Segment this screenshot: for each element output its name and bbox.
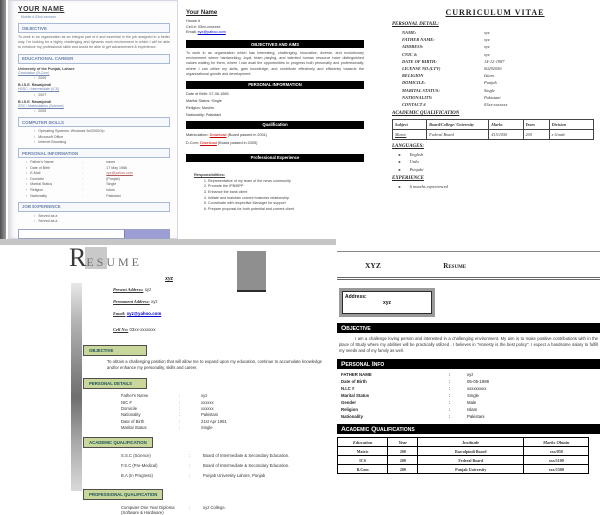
square-bullet-icon: ▪ [26, 176, 28, 181]
table-header-row: Education Year Institude Marks Obtain [338, 438, 589, 447]
education-entry [18, 83, 170, 97]
personal-row: Marital Status : Single [121, 425, 213, 431]
qualifications-table [337, 437, 589, 474]
personal-row: ▪ Domicile : (Punjab) [26, 176, 120, 181]
header-band [337, 251, 600, 280]
candidate-name: Your Name [186, 10, 218, 16]
page-edge-shadow [0, 0, 6, 243]
resume-thumbnail-3 [392, 8, 598, 238]
personal-row: ▪ Religion : Islam [26, 188, 115, 192]
arrow-bullet-icon: ► [398, 160, 402, 165]
footer-field[interactable] [18, 229, 170, 239]
responsibility-item: 6. Prepare proposal for both potential and current client [208, 207, 364, 213]
objective-text: To work in an organization as an integral part of it and essential in the job assigned in a better way. I'm looking for a highly challenging and dynamic work environment in which I will be able to enhance my professional skills and would be able to get advancement & experience. [18, 35, 170, 49]
arrow-bullet-icon: ► [398, 152, 402, 157]
contact-line: Cell No: 03xx-xxxxxxx [113, 327, 156, 332]
square-bullet-icon: ▪ [34, 76, 36, 81]
personal-row: Marital Status : Single [341, 393, 479, 399]
section-header-academic: ACADEMIC QUALIFICATION [83, 437, 153, 448]
address-value: xyz [382, 300, 392, 306]
resume-thumbnail-2 [186, 10, 364, 238]
language-item: ► English [398, 151, 423, 157]
cv-row: CONTACT # 03xx-xxxxxxx [402, 101, 508, 107]
education-entry [18, 100, 170, 114]
resume-thumbnail-4 [65, 243, 330, 515]
section-bar-objective: Objective [337, 323, 600, 333]
section-header-professional: PROFESSIONAL QUALIFICATION [83, 489, 163, 500]
document-title: Resume [443, 262, 467, 270]
section-bar-personal: Personal Info [337, 359, 600, 369]
section-header-education: EDUCATIONAL CAREER [18, 54, 170, 64]
personal-row: FATHER NAME : xyz [341, 372, 474, 378]
title-rest: ESUME [86, 255, 143, 269]
personal-row: Date of Birth : 05-05-1988 [341, 379, 489, 385]
email-link[interactable]: xyz@yahoo.com [106, 171, 133, 176]
table-row: B.Com 200 Punjab University xxx/1500 [338, 465, 589, 474]
objective-text: I am a challenge loving person and interested in a challenging environment. My aim is to make positive contributions with in the place of Study where my abilities will be practically utilized . I believes in "Honesty is the best policy". I expect a handsome salary to fulfill my needs and of my family as well. [339, 336, 598, 354]
section-bar-qualification: Qualification [186, 121, 364, 129]
education-year: ▪ 2009 [34, 76, 47, 81]
section-header-personal: PERSONAL INFORMATION [18, 148, 170, 158]
education-org: University of the Punjab, Lahore [18, 66, 75, 71]
contact-line: Email: xyz@yahoo.com [113, 311, 162, 316]
professional-row: Computer One Year Diploma (Software & Hardware) : xyz College. [121, 505, 226, 515]
personal-row: Nationality : Pakistani [341, 414, 485, 420]
responsibility-item: 1. Representative of my team of the news community [208, 179, 364, 185]
personal-row: ▪ Father's Name : name [26, 160, 116, 165]
skill-item: ▪ Operating Systems: Windows 9x/2000/Xp [34, 129, 105, 134]
education-entry [18, 67, 170, 81]
square-bullet-icon: ▪ [26, 193, 28, 198]
academic-row: F.S.C (Pre-Medical) : Board of Intermediate & Secondary Education. [121, 463, 290, 469]
job-item: ▪ Served as a [34, 219, 58, 224]
education-org: B.I.S.E. Rawalpindi [18, 99, 52, 104]
square-bullet-icon: ▪ [34, 219, 36, 224]
cv-row: NATIONALITY: Pakistani [402, 94, 501, 100]
table-row: Matric 200 Rawalpindi Board xxx/850 [338, 447, 589, 456]
personal-line: Nationality: Pakistani [186, 112, 222, 117]
candidate-name: YOUR NAME [18, 6, 65, 13]
personal-row: ▪ Marital Status : Single [26, 182, 117, 187]
responsibilities-label: Responsibilities: [194, 171, 226, 177]
candidate-name: xyz [165, 276, 173, 282]
academic-row: S.S.C (Science) : Board of Intermediate & Secondary Education. [121, 453, 290, 459]
cell-line: Cell #: 03xx-xxxxxxx [186, 24, 221, 29]
square-bullet-icon: ▪ [26, 182, 28, 187]
download-link[interactable]: Download [209, 132, 227, 137]
square-bullet-icon: ▪ [34, 129, 36, 134]
section-header-job: JOB EXPERIENCE [18, 202, 170, 212]
arrow-bullet-icon: ► [398, 167, 402, 172]
square-bullet-icon: ▪ [34, 109, 36, 114]
cv-row: FATHER NAME: xyz [402, 37, 490, 43]
personal-row: Nationality : Pakistani [121, 412, 218, 418]
resume-thumbnail-5 [337, 245, 600, 500]
qualification-line: D.Com: Download (Board passed in 2005) [186, 140, 258, 145]
cv-title: CURRICULUM VITAE [445, 8, 545, 17]
skill-item: ▪ Internet Browsing [34, 140, 67, 145]
address-box [339, 288, 435, 317]
section-header-experience: EXPERIENCE [392, 175, 424, 181]
objective-text: To work in an organization which has interesting, challenging, innovative, diverse, and evolutionary environment where hardworking, loyal, team playing, and talented human resource have distinguished values waiting for them, where I can avail the opportunities to progress both personally and professionally, where I can utilize my skills, gain knowledge, and contribute effectively and efficiently towards the organizational growth and development. [186, 51, 364, 76]
square-bullet-icon: ▪ [26, 171, 28, 176]
personal-line: Religion: Muslim [186, 105, 214, 110]
footer-button[interactable] [124, 230, 169, 238]
personal-row: Father's Name : xyz [121, 393, 208, 399]
square-bullet-icon: ▪ [26, 188, 28, 192]
candidate-name: XYZ [365, 261, 381, 270]
section-bar-academic: Academic Qualifications [337, 424, 600, 434]
personal-row: Gender : Male [341, 400, 477, 406]
section-header-academic: ACADEMIC QUALIFICATION [392, 110, 460, 116]
personal-row: N.I.C # : xxxxxxxxx [341, 386, 487, 392]
section-header-personal: PERSONAL DETAILS [83, 378, 147, 389]
academic-table [392, 119, 594, 140]
section-header-skills: COMPUTER SKILLS [18, 117, 170, 127]
personal-row: Date of Birth : 21st Apr 1991 [121, 418, 227, 424]
cv-row: MARITAL STATUS: Single [402, 87, 495, 93]
personal-row: Domicile : xxxxxx [121, 405, 214, 411]
language-item: ► Urdu [398, 159, 419, 165]
arrow-bullet-icon: ► [398, 184, 402, 189]
title-drop-cap: R [69, 243, 87, 272]
education-degree[interactable]: SSC / Matriculation (Science) [18, 103, 64, 108]
section-header-languages: LANGUAGES: [392, 143, 424, 149]
section-header-objective: OBJECTIVE [83, 345, 147, 356]
resume-thumbnail-1 [8, 0, 178, 239]
personal-line: Marital Status: Single [186, 98, 222, 103]
responsibilities-list [208, 179, 364, 212]
job-item: ▪ Served as a [34, 213, 58, 218]
download-link[interactable]: Download [199, 140, 217, 145]
table-row: Matric Federal Board 415/1050 200 x Grade [393, 129, 594, 139]
responsibility-item: 5. Coordinate with respective Manager for support [208, 201, 364, 207]
education-org: B.I.S.E. Rawalpindi [18, 83, 52, 88]
personal-row: ▪ Date of Birth : 17 May 1986 [26, 165, 127, 170]
skill-item: ▪ Microsoft Office [34, 134, 64, 139]
section-bar-objective: OBJECTIVES AND AIMS [186, 40, 364, 48]
personal-row: ▪ Nationality : Pakistani [26, 193, 121, 198]
table-header-row: Subject Board/College/ University Marks Years Division [393, 119, 594, 129]
square-bullet-icon: ▪ [34, 92, 36, 97]
square-bullet-icon: ▪ [26, 160, 28, 165]
cv-row: ADDRESS: xyz [402, 44, 490, 50]
personal-row: ▪ E-Mail : xyz@yahoo.com [26, 171, 133, 176]
personal-line: Date of Birth: 07-06-1985 [186, 91, 229, 96]
square-bullet-icon: ▪ [26, 165, 28, 170]
personal-row: Religion : Islam [341, 407, 478, 413]
table-row: ICS 200 Federal Board xxx/1100 [338, 456, 589, 465]
email-link[interactable]: xyz@yahoo.com [126, 311, 162, 316]
cv-row: CNIC #: xyz [402, 51, 490, 57]
contact-line: Present Address: xyz [113, 287, 152, 292]
email-link[interactable]: xyz@yahoo.com [197, 30, 226, 35]
square-bullet-icon: ▪ [34, 134, 36, 139]
education-year: ▪ 2007 [34, 92, 47, 97]
cv-row: DATE OF BIRTH: 14-12-1987 [402, 58, 505, 64]
contact-line: Mobile # 03xx-xxxxxxx [21, 15, 57, 19]
cv-row: RELIGION Islam [402, 73, 494, 79]
responsibility-item: 4. Initiate and maintain current business relationship [208, 196, 364, 202]
contact-line: Permanent Address: xyz [113, 299, 158, 304]
personal-row: NIC # : xxxxxx [121, 399, 214, 405]
cv-row: DOMICILE: Punjab [402, 80, 497, 86]
resume-title [69, 245, 330, 271]
section-header-objective: OBJECTIVE [18, 23, 170, 33]
objective-text: To obtain a challenging position that will allow me to expand upon my education, continue to accumulate knowledge and/or enhance my personality, skills and career. [107, 359, 322, 370]
responsibility-item: 2. Promote the IPB/BPP [208, 184, 364, 190]
section-bar-experience: Professional Experience [186, 154, 364, 162]
education-degree[interactable]: HSSC / Intermediate (ICS) [18, 87, 60, 92]
education-year: ▪ 2005 [34, 109, 47, 114]
square-bullet-icon: ▪ [34, 213, 36, 218]
section-header-personal-detail: PERSONAL DETAIL: [392, 22, 439, 27]
cv-row: LICENSE NO.(LTV) 00292056 [402, 65, 502, 71]
responsibility-item: 3. Enhance the bank client [208, 190, 364, 196]
qualification-line: Matriculation: Download (Board passed in 2001) [186, 132, 268, 137]
cv-row: NAME: xyz [402, 30, 490, 35]
section-bar-personal: PERSONAL INFORMATION [186, 81, 364, 89]
address-label: Address: [345, 294, 367, 300]
education-degree[interactable]: Graduation (B.Com) [18, 70, 50, 75]
experience-item: ► 6 months experienced [398, 183, 448, 189]
house-line: House # [186, 19, 201, 23]
email-line: Email: xyz@yahoo.com [186, 30, 226, 35]
square-bullet-icon: ▪ [34, 140, 36, 145]
decorative-sidebar [71, 283, 82, 491]
academic-row: B.A (In Progress) : Punjab University Lahore, Punjab [121, 473, 266, 479]
language-item: ► Punjabi [398, 166, 424, 172]
